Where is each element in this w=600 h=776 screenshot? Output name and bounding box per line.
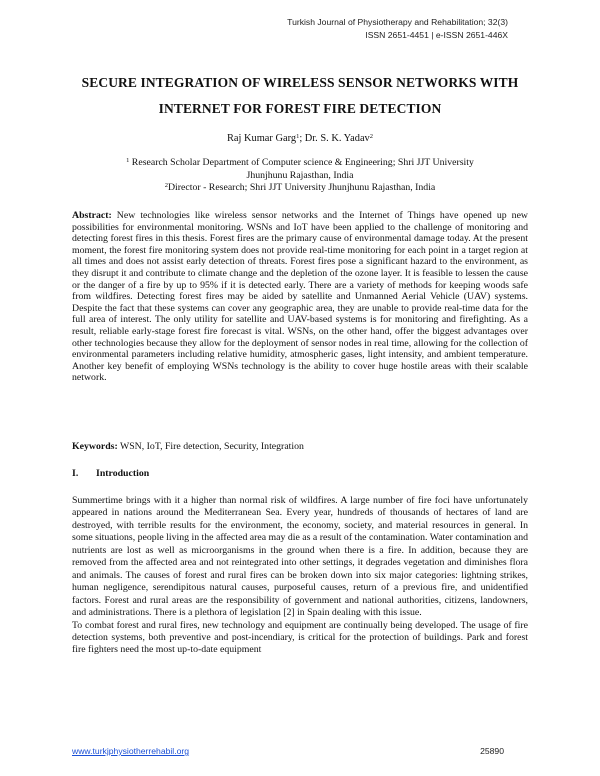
- section-title: Introduction: [96, 468, 150, 479]
- section-heading: [72, 468, 149, 479]
- paper-title: [40, 70, 560, 122]
- keywords-label: Keywords:: [72, 441, 118, 452]
- title-line-1: SECURE INTEGRATION OF WIRELESS SENSOR NETWORKS WITH: [81, 75, 519, 90]
- author-2-affiliation-mark: 2: [369, 133, 373, 140]
- keywords: [72, 441, 528, 453]
- affiliation-2: [40, 182, 560, 195]
- author-2: ; Dr. S. K. Yadav: [299, 133, 370, 144]
- affiliation-1: [40, 157, 560, 170]
- author-1: Raj Kumar Garg: [227, 133, 297, 144]
- author-list: [40, 132, 560, 146]
- abstract-label: Abstract:: [72, 210, 112, 221]
- intro-paragraph-2: To combat forest and rural fires, new technology and equipment are continually being developed. The usage of fire detection systems, both preventive and post-incendiary, is critical for the protection of buildings. Park and forest fire fighters need the most up-to-date equipment: [72, 619, 528, 656]
- affiliation-1-mark: 1: [126, 157, 130, 164]
- affiliation-1-line-1: Research Scholar Department of Computer science & Engineering; Shri JJT University: [129, 157, 474, 168]
- journal-header: [287, 16, 508, 42]
- journal-issn: ISSN 2651-4451 | e-ISSN 2651-446X: [365, 30, 508, 40]
- affiliation-2-mark: 2: [164, 182, 168, 189]
- affiliation-2-text: Director - Research; Shri JJT University Jhunjhunu Rajasthan, India: [167, 182, 436, 193]
- journal-website-link[interactable]: www.turkjphysiotherrehabil.org: [72, 746, 190, 756]
- intro-paragraph-1: Summertime brings with it a higher than normal risk of wildfires. A large number of fire foci have unfortunately appeared in nations around the Mediterranean Sea. Every year, hundreds of thousands of hectares of land are destroyed, with terrible results for the environment, the economy, society, and material resources in general. In some situations, people living in the affected area may die as a result of the contamination. Water contamination and nutrients are lost as well as microorganisms in the ground when there is a fire. In addition, because they are removed from the affected area and not reintegrated into other settings, it degrades vegetation and diminishes flora and animals. The causes of forest and rural fires can be broken down into six major categories: lightning strikes, human negligence, serendipitous natural causes, purposeful causes, return of a previous fire, and unidentified factors. Forest and rural areas are the responsibility of government and national authorities, citizens, landowners, and administrations. There is a plethora of legislation [2] in Spain dealing with this issue.: [72, 495, 528, 619]
- page-number: 25890: [480, 746, 504, 756]
- affiliations: [40, 157, 560, 195]
- abstract: [72, 210, 528, 384]
- introduction-body: [72, 495, 528, 657]
- abstract-text: New technologies like wireless sensor networks and the Internet of Things have opened up new possibilities for environmental monitoring. WSNs and IoT have been applied to the challenge of monitoring and detecting forest fires in this thesis. Forest fires are the primary cause of environmental damage today. At the present moment, the forest fire monitoring system does not provide real-time monitoring for each point in a target region at all times and does not assist early detection of threats. Forest fires pose a significant hazard to the environment, as they disrupt it and contribute to climate change and the depletion of the ozone layer. It is feasible to lessen the cause or the danger of a fire by up to 95% if it is detected early. There are a variety of methods for keeping woods safe from wildfires. Detecting forest fires may be aided by satellite and Unmanned Aerial Vehicle (UAV) systems. Despite the fact that these systems can cover any geographic area, they are unable to provide real-time data for the full area of interest. The only utility for satellite and UAV-based systems is for monitoring and firefighting. As a result, reliable early-stage forest fire forecast is vital. WSNs, on the other hand, offer the biggest advantages over other technologies because they allow for the deployment of sensor nodes in real time, allowing for the collection of environmental parameters including relative humidity, atmospheric gases, light intensity, and ambient temperature. Another key benefit of employing WSNs technology is the ability to cover huge hostile areas with their scalable network.: [72, 210, 528, 384]
- affiliation-1-line-2: Jhunjhunu Rajasthan, India: [246, 169, 354, 181]
- keywords-text: WSN, IoT, Fire detection, Security, Integration: [117, 441, 304, 452]
- section-number: I.: [72, 468, 79, 479]
- author-1-affiliation-mark: 1: [296, 133, 300, 140]
- journal-citation: Turkish Journal of Physiotherapy and Rehabilitation; 32(3): [287, 17, 508, 27]
- title-line-2: INTERNET FOR FOREST FIRE DETECTION: [158, 101, 442, 116]
